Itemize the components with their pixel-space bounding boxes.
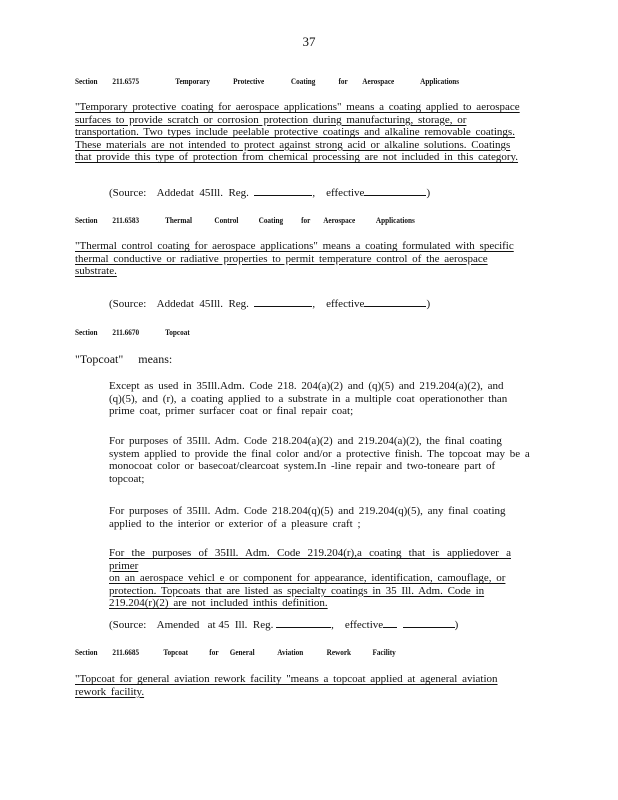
blank-line [364,296,426,307]
blank-line [383,617,397,628]
text-line: applied to the interior or exterior of a pleasure craft ; [109,517,361,530]
text-line: "Temporary protective coating for aerospace applications" means a coating applied to aerospace [75,101,520,113]
blank-line [254,296,312,307]
heading-word: Aviation [277,647,304,657]
text-line: "Topcoat for general aviation rework facility "means a topcoat applied at ageneral aviation [75,673,498,685]
section-number: 211.6685 [112,647,140,657]
section-number: 211.6670 [112,327,140,337]
text-line: thermal conductive or radiative properties to permit temperature control of the aerospace [75,252,488,265]
definition-paragraph-211-6575 [75,101,533,164]
text-line: Except as used in 35Ill.Adm. Code 218. 204(a)(2) and (q)(5) and 219.204(a)(2), and [109,380,504,392]
text-line: For purposes of 35Ill. Adm. Code 218.204(q)(5) and 219.204(q)(5), any final coating [109,505,506,517]
heading-word: for [301,215,311,225]
heading-word: Coating [258,215,284,225]
effective-label: effective [326,187,365,199]
text-line: protection. Topcoats that are listed as specialty coatings in 35 Ill. Adm. Code in [109,584,485,597]
text-line: For the purposes of 35Ill. Adm. Code 219.204(r),a coating that is appliedover a primer [109,547,511,572]
text-line: prime coat, primer surfacer coat or final repair coat; [109,405,354,417]
topcoat-paragraph-2 [109,435,539,485]
definition-paragraph-211-6583 [75,240,530,278]
source-note-211-6575: (Source: Addedat 45Ill. Reg. , effective ) [109,187,431,199]
blank-line [254,185,312,196]
source-note-211-6583: (Source: Addedat 45Ill. Reg. , effective ) [109,298,431,310]
heading-word: Control [214,215,239,225]
heading-word: Topcoat [165,327,190,337]
section-number: 211.6583 [112,215,140,225]
heading-word: Coating [290,76,316,86]
text-line: These materials are not intended to protect against strong acid or alkaline solutions. Coatings [75,138,511,151]
topcoat-paragraph-1 [109,380,515,418]
text-line: system applied to provide the final color and/or a protective finish. The topcoat may be a [109,447,530,460]
page-number: 37 [302,34,316,49]
text-line: that provide this type of protection from chemical processing are not included in this category. [75,151,519,163]
heading-word: Facility [372,647,396,657]
section-heading-211-6670 [75,327,190,337]
blank-line [276,617,331,628]
section-label: Section [75,327,98,337]
text-line: monocoat color or basecoat/clearcoat system.In -line repair and two-toneare part of [109,460,496,472]
text-line: on an aerospace vehicl e or component for appearance, identification, camouflage, or [109,572,506,584]
blank-line [403,617,455,628]
source-text: (Source: Addedat 45Ill. Reg. [109,298,249,310]
text-line: "Thermal control coating for aerospace applications" means a coating formulated with specific [75,240,514,252]
text-line: surfaces to provide scratch or corrosion protection during manufacturing, storage, or [75,113,467,126]
text-line: For purposes of 35Ill. Adm. Code 218.204(a)(2) and 219.204(a)(2), the final coating [109,435,502,447]
heading-word: Applications [375,215,415,225]
heading-word: Aerospace [362,76,395,86]
section-label: Section [75,215,98,225]
heading-word: Rework [326,647,352,657]
heading-word: Aerospace [323,215,356,225]
text-line: rework facility. [75,685,145,698]
section-number: 211.6575 [112,76,140,86]
text-line: (q)(5), and (r), a coating applied to a substrate in a multiple coat operationother than [109,392,508,405]
source-text: (Source: Addedat 45Ill. Reg. [109,187,249,199]
section-heading-211-6583 [75,215,415,225]
heading-word: General [229,647,255,657]
heading-word: Protective [233,76,265,86]
heading-word: Thermal [165,215,192,225]
effective-label: effective [344,619,384,631]
section-label: Section [75,76,98,86]
source-note-211-6670: (Source: Amended at 45 Ill. Reg. , effective ) [109,619,459,631]
text-line: 219.204(r)(2) are not included inthis definition. [109,597,328,609]
text-line: transportation. Two types include peelable protective coatings and alkaline removable coatings. [75,126,515,138]
topcoat-intro: "Topcoat" means: [75,352,173,366]
heading-word: Applications [420,76,460,86]
topcoat-paragraph-4 [109,547,511,610]
source-text: (Source: Amended at 45 Ill. Reg. [109,619,274,631]
heading-word: for [209,647,219,657]
text-line: substrate. [75,265,117,277]
heading-word: Temporary [175,76,210,86]
heading-word: Topcoat [163,647,189,657]
section-heading-211-6575 [75,76,466,86]
definition-paragraph-211-6685 [75,673,515,698]
section-heading-211-6685 [75,647,402,657]
text-line: topcoat; [109,472,145,485]
heading-word: for [338,76,348,86]
effective-label: effective [326,298,365,310]
section-label: Section [75,647,98,657]
topcoat-paragraph-3 [109,505,515,530]
blank-line [364,185,426,196]
